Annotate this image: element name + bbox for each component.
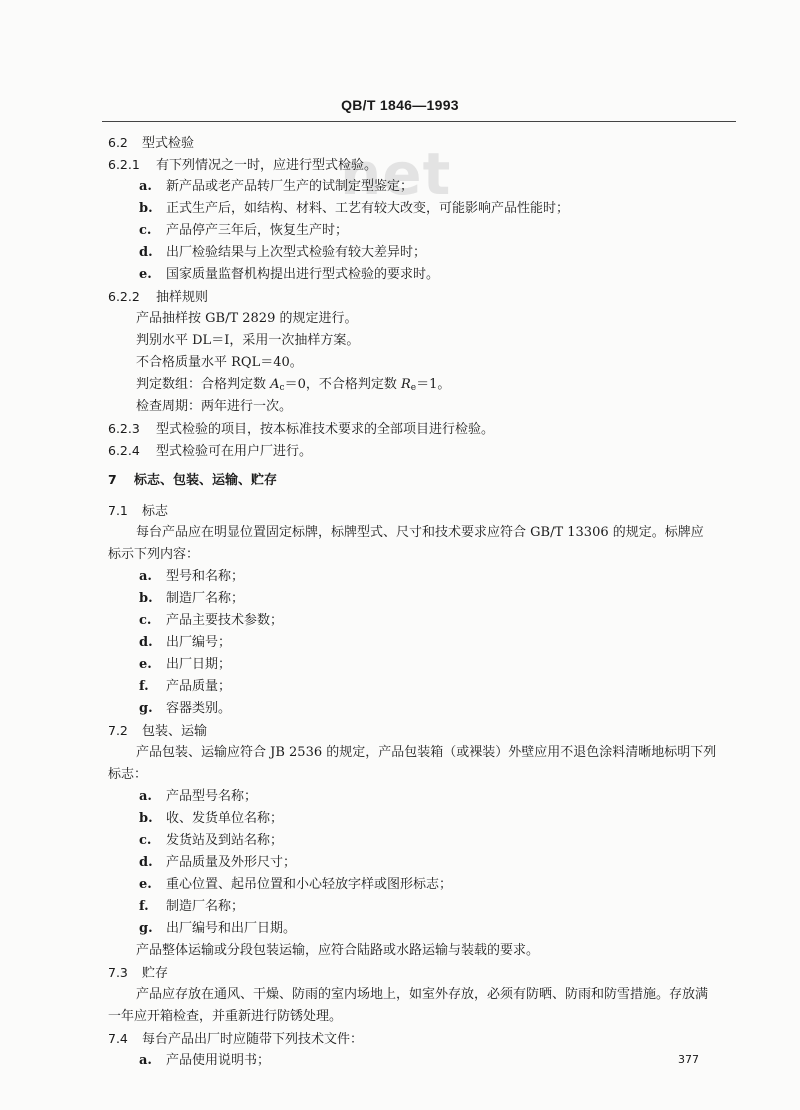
clause-6-2-1 <box>108 157 377 174</box>
list-item: c. 发货站及到站名称； <box>139 833 284 848</box>
list-item: g. 出厂编号和出厂日期。 <box>139 921 297 936</box>
list-item: g. 容器类别。 <box>139 701 232 716</box>
clause-text: 每台产品出厂时应随带下列技术文件： <box>142 1032 364 1047</box>
section-number: 7.4 <box>108 1031 128 1046</box>
clause-6-2-4 <box>108 443 312 460</box>
paragraph: 产品包装、运输应符合 JB 2536 的规定，产品包装箱（或裸装）外壁应用不退色涂料清晰地标明下列 <box>136 745 717 760</box>
paragraph: 不合格质量水平 RQL＝40。 <box>136 355 303 370</box>
paragraph: 标示下列内容： <box>108 547 200 562</box>
clause-6-2-3 <box>108 421 494 438</box>
section-title: 贮存 <box>142 966 169 981</box>
list-item: b. 制造厂名称； <box>139 591 245 606</box>
section-number: 6.2.4 <box>108 443 140 458</box>
watermark: net <box>340 140 452 208</box>
paragraph: 标志： <box>108 767 148 782</box>
section-number: 7.3 <box>108 965 128 980</box>
clause-text: 型式检验的项目，按本标准技术要求的全部项目进行检验。 <box>156 422 495 437</box>
heading-6-2 <box>108 135 194 152</box>
paragraph: 检查周期：两年进行一次。 <box>136 399 293 414</box>
section-number: 7.1 <box>108 503 128 518</box>
section-number: 7 <box>108 472 117 487</box>
section-title: 标志 <box>142 504 169 519</box>
list-item: e. 重心位置、起吊位置和小心轻放字样或图形标志； <box>139 877 453 892</box>
paragraph: 判别水平 DL＝Ⅰ，采用一次抽样方案。 <box>136 333 360 348</box>
list-item: a. 新产品或老产品转厂生产的试制定型鉴定； <box>139 179 414 194</box>
section-title: 型式检验 <box>142 136 195 151</box>
heading-7 <box>108 472 277 489</box>
list-item: f. 制造厂名称； <box>139 899 245 914</box>
section-number: 6.2 <box>108 135 128 150</box>
page-number: 377 <box>678 1053 699 1066</box>
list-item: d. 出厂编号； <box>139 635 232 650</box>
section-number: 7.2 <box>108 723 128 738</box>
list-item: d. 产品质量及外形尺寸； <box>139 855 297 870</box>
section-title: 标志、包装、运输、贮存 <box>134 473 278 488</box>
section-number: 6.2.3 <box>108 421 140 436</box>
paragraph: 产品应存放在通风、干燥、防雨的室内场地上，如室外存放，必须有防晒、防雨和防雪措施。存放满 <box>136 987 709 1002</box>
paragraph: 每台产品应在明显位置固定标牌，标牌型式、尺寸和技术要求应符合 GB/T 13306 的规定。标牌应 <box>136 525 704 540</box>
list-item: a. 型号和名称； <box>139 569 245 584</box>
paragraph: 产品整体运输或分段包装运输，应符合陆路或水路运输与装载的要求。 <box>136 943 540 958</box>
header-rule <box>102 121 736 122</box>
list-item: b. 正式生产后，如结构、材料、工艺有较大改变，可能影响产品性能时； <box>139 201 570 216</box>
clause-6-2-2 <box>108 289 208 306</box>
page-header: QB/T 1846—1993 <box>341 97 459 113</box>
list-item: d. 出厂检验结果与上次型式检验有较大差异时； <box>139 245 427 260</box>
section-number: 6.2.1 <box>108 157 140 172</box>
heading-7-3 <box>108 965 168 982</box>
list-item: e. 国家质量监督机构提出进行型式检验的要求时。 <box>139 267 440 282</box>
heading-7-2 <box>108 723 207 740</box>
list-item: f. 产品质量； <box>139 679 232 694</box>
heading-7-1 <box>108 503 168 520</box>
section-title: 抽样规则 <box>156 290 209 305</box>
paragraph: 产品抽样按 GB/T 2829 的规定进行。 <box>136 311 358 326</box>
list-item: a. 产品型号名称； <box>139 789 258 804</box>
list-item: b. 收、发货单位名称； <box>139 811 284 826</box>
list-item: e. 出厂日期； <box>139 657 232 672</box>
list-item: a. 产品使用说明书； <box>139 1053 271 1068</box>
list-item: c. 产品停产三年后，恢复生产时； <box>139 223 349 238</box>
heading-7-4 <box>108 1031 363 1048</box>
section-number: 6.2.2 <box>108 289 140 304</box>
section-title: 包装、运输 <box>142 724 208 739</box>
list-item: c. 产品主要技术参数； <box>139 613 284 628</box>
paragraph: 一年应开箱检查，并重新进行防锈处理。 <box>108 1009 343 1024</box>
clause-text: 型式检验可在用户厂进行。 <box>156 444 313 459</box>
paragraph-judgement: 判定数组：合格判定数 $A_c=0$，不合格判定数 $R_e=1$。 <box>136 377 451 393</box>
clause-text: 有下列情况之一时，应进行型式检验。 <box>156 158 378 173</box>
